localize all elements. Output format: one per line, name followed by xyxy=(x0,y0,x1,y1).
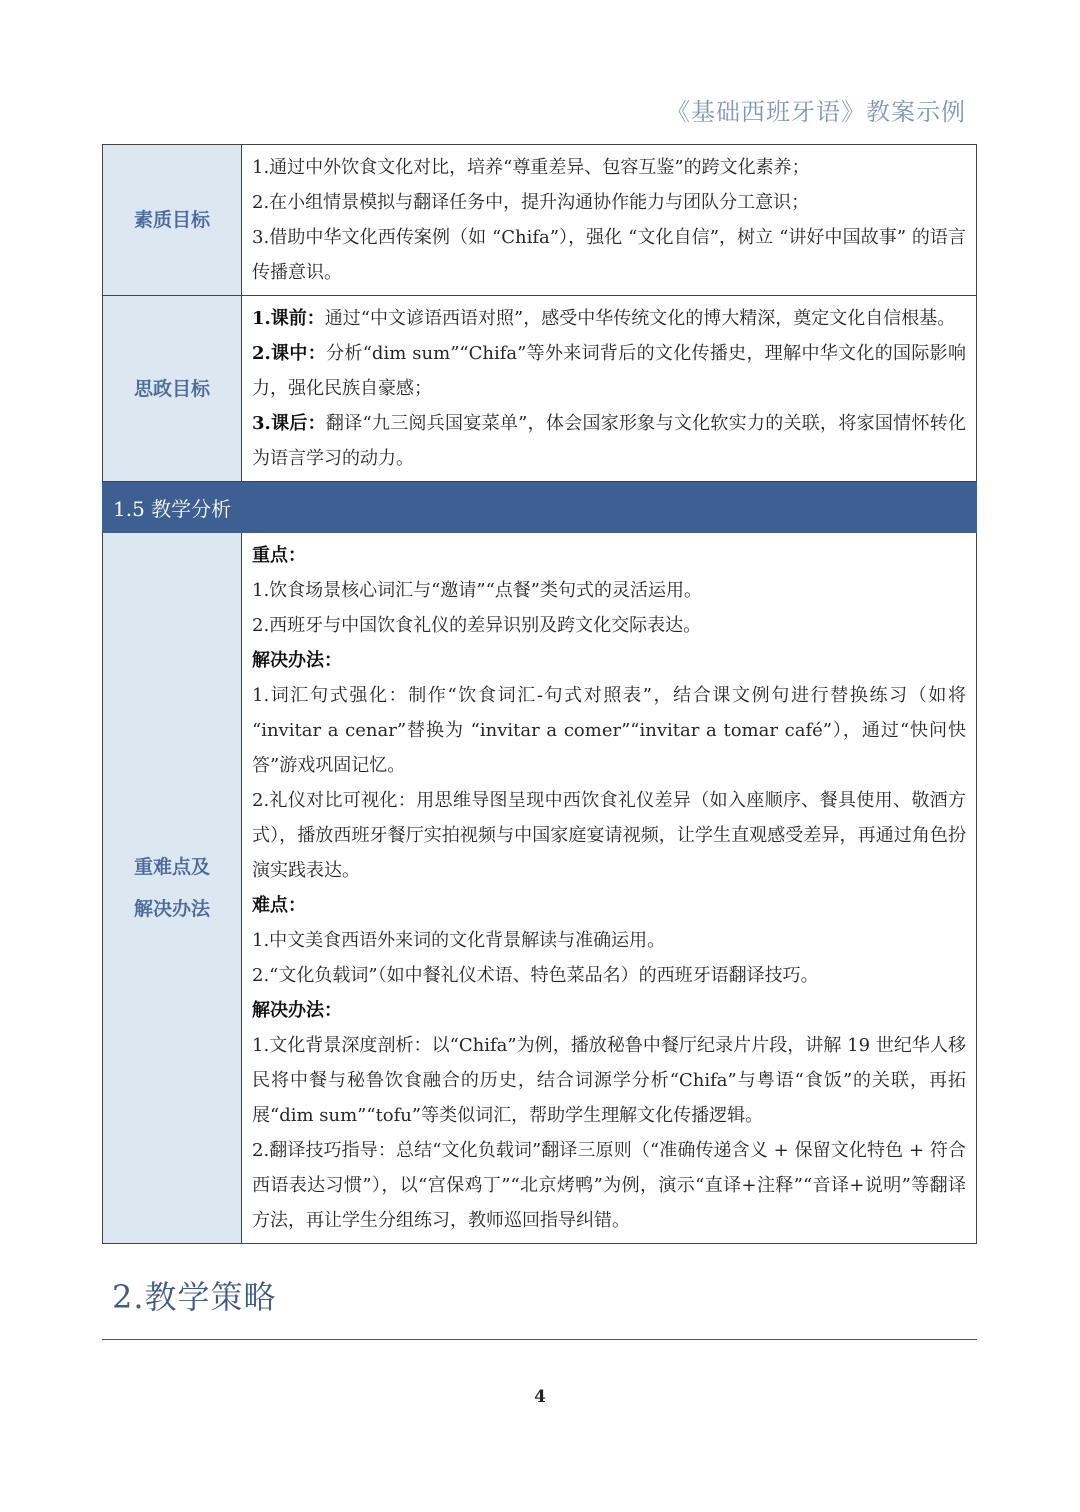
ideology-item-text: 分析“dim sum”“Chifa”等外来词背后的文化传播史，理解中华文化的国际影响力，强化民族自豪感； xyxy=(252,343,966,399)
ideology-goal-item xyxy=(252,406,966,476)
quality-goal-content xyxy=(242,145,977,296)
solution-heading xyxy=(252,993,966,1028)
chapter-title: 2.教学策略 xyxy=(112,1278,277,1316)
chapter-divider xyxy=(102,1339,977,1340)
ideology-item-lead: 1.课前： xyxy=(252,308,325,329)
ideology-goal-row xyxy=(103,296,977,482)
ideology-item-text: 翻译“九三阅兵国宴菜单”，体会国家形象与文化软实力的关联，将家国情怀转化为语言学习的动力。 xyxy=(252,413,966,469)
ideology-item-lead: 2.课中： xyxy=(252,343,327,364)
solution-item: 1.文化背景深度剖析：以“Chifa”为例，播放秘鲁中餐厅纪录片片段，讲解 19 世纪华人移民将中餐与秘鲁饮食融合的历史，结合词源学分析“Chifa”与粤语“食饭”的关联，再拓展“dim sum”“tofu”等类似词汇，帮助学生理解文化传播逻辑。 xyxy=(252,1035,966,1126)
lesson-plan-table xyxy=(102,144,977,1244)
solution-item: 1.词汇句式强化：制作“饮食词汇-句式对照表”，结合课文例句进行替换练习（如将 “invitar a cenar”替换为 “invitar a comer”“invitar a tomar café”），通过“快问快答”游戏巩固记忆。 xyxy=(252,685,966,776)
key-points-row xyxy=(103,533,977,1244)
solution-item: 2.翻译技巧指导：总结“文化负载词”翻译三原则（“准确传递含义 + 保留文化特色 + 符合西语表达习惯”），以“宫保鸡丁”“北京烤鸭”为例，演示“直译+注释”“音译+说明”等翻译方法，再让学生分组练习，教师巡回指导纠错。 xyxy=(252,1140,966,1231)
quality-goal-item: 2.在小组情景模拟与翻译任务中，提升沟通协作能力与团队分工意识； xyxy=(252,192,810,213)
difficulty-item: 2.“文化负载词”（如中餐礼仪术语、特色菜品名）的西班牙语翻译技巧。 xyxy=(252,965,819,986)
solution-heading-text: 解决办法： xyxy=(252,1000,342,1021)
ideology-item-lead: 3.课后： xyxy=(252,413,326,434)
key-points-label-line: 重难点及 xyxy=(133,856,210,878)
key-points-label-line: 解决办法 xyxy=(133,898,210,920)
ideology-goal-item xyxy=(252,301,966,336)
focus-item: 2.西班牙与中国饮食礼仪的差异识别及跨文化交际表达。 xyxy=(252,615,702,636)
focus-item: 1.饮食场景核心词汇与“邀请”“点餐”类句式的灵活运用。 xyxy=(252,580,702,601)
difficulty-heading xyxy=(252,888,966,923)
focus-heading-text: 重点： xyxy=(252,545,306,566)
focus-heading xyxy=(252,538,966,573)
page-number: 4 xyxy=(534,1387,546,1407)
running-header: 《基础西班牙语》教案示例 xyxy=(666,98,966,126)
difficulty-item: 1.中文美食西语外来词的文化背景解读与准确运用。 xyxy=(252,930,666,951)
ideology-goal-item xyxy=(252,336,966,406)
solution-heading-text: 解决办法： xyxy=(252,650,342,671)
quality-goal-item: 3.借助中华文化西传案例（如 “Chifa”），强化 “文化自信”，树立 “讲好中国故事” 的语言传播意识。 xyxy=(252,227,966,283)
key-points-label xyxy=(103,533,242,1244)
quality-goal-label: 素质目标 xyxy=(103,145,242,296)
ideology-goal-label: 思政目标 xyxy=(103,296,242,482)
section-header-row xyxy=(103,482,977,533)
solution-heading xyxy=(252,643,966,678)
difficulty-heading-text: 难点： xyxy=(252,895,306,916)
quality-goal-item: 1.通过中外饮食文化对比，培养“尊重差异、包容互鉴”的跨文化素养； xyxy=(252,157,810,178)
ideology-item-text: 通过“中文谚语西语对照”，感受中华传统文化的博大精深，奠定文化自信根基。 xyxy=(324,308,956,329)
quality-goal-row xyxy=(103,145,977,296)
solution-item: 2.礼仪对比可视化：用思维导图呈现中西饮食礼仪差异（如入座顺序、餐具使用、敬酒方式），播放西班牙餐厅实拍视频与中国家庭宴请视频，让学生直观感受差异，再通过角色扮演实践表达。 xyxy=(252,790,966,881)
key-points-content xyxy=(242,533,977,1244)
section-title: 1.5 教学分析 xyxy=(103,482,977,533)
ideology-goal-content xyxy=(242,296,977,482)
